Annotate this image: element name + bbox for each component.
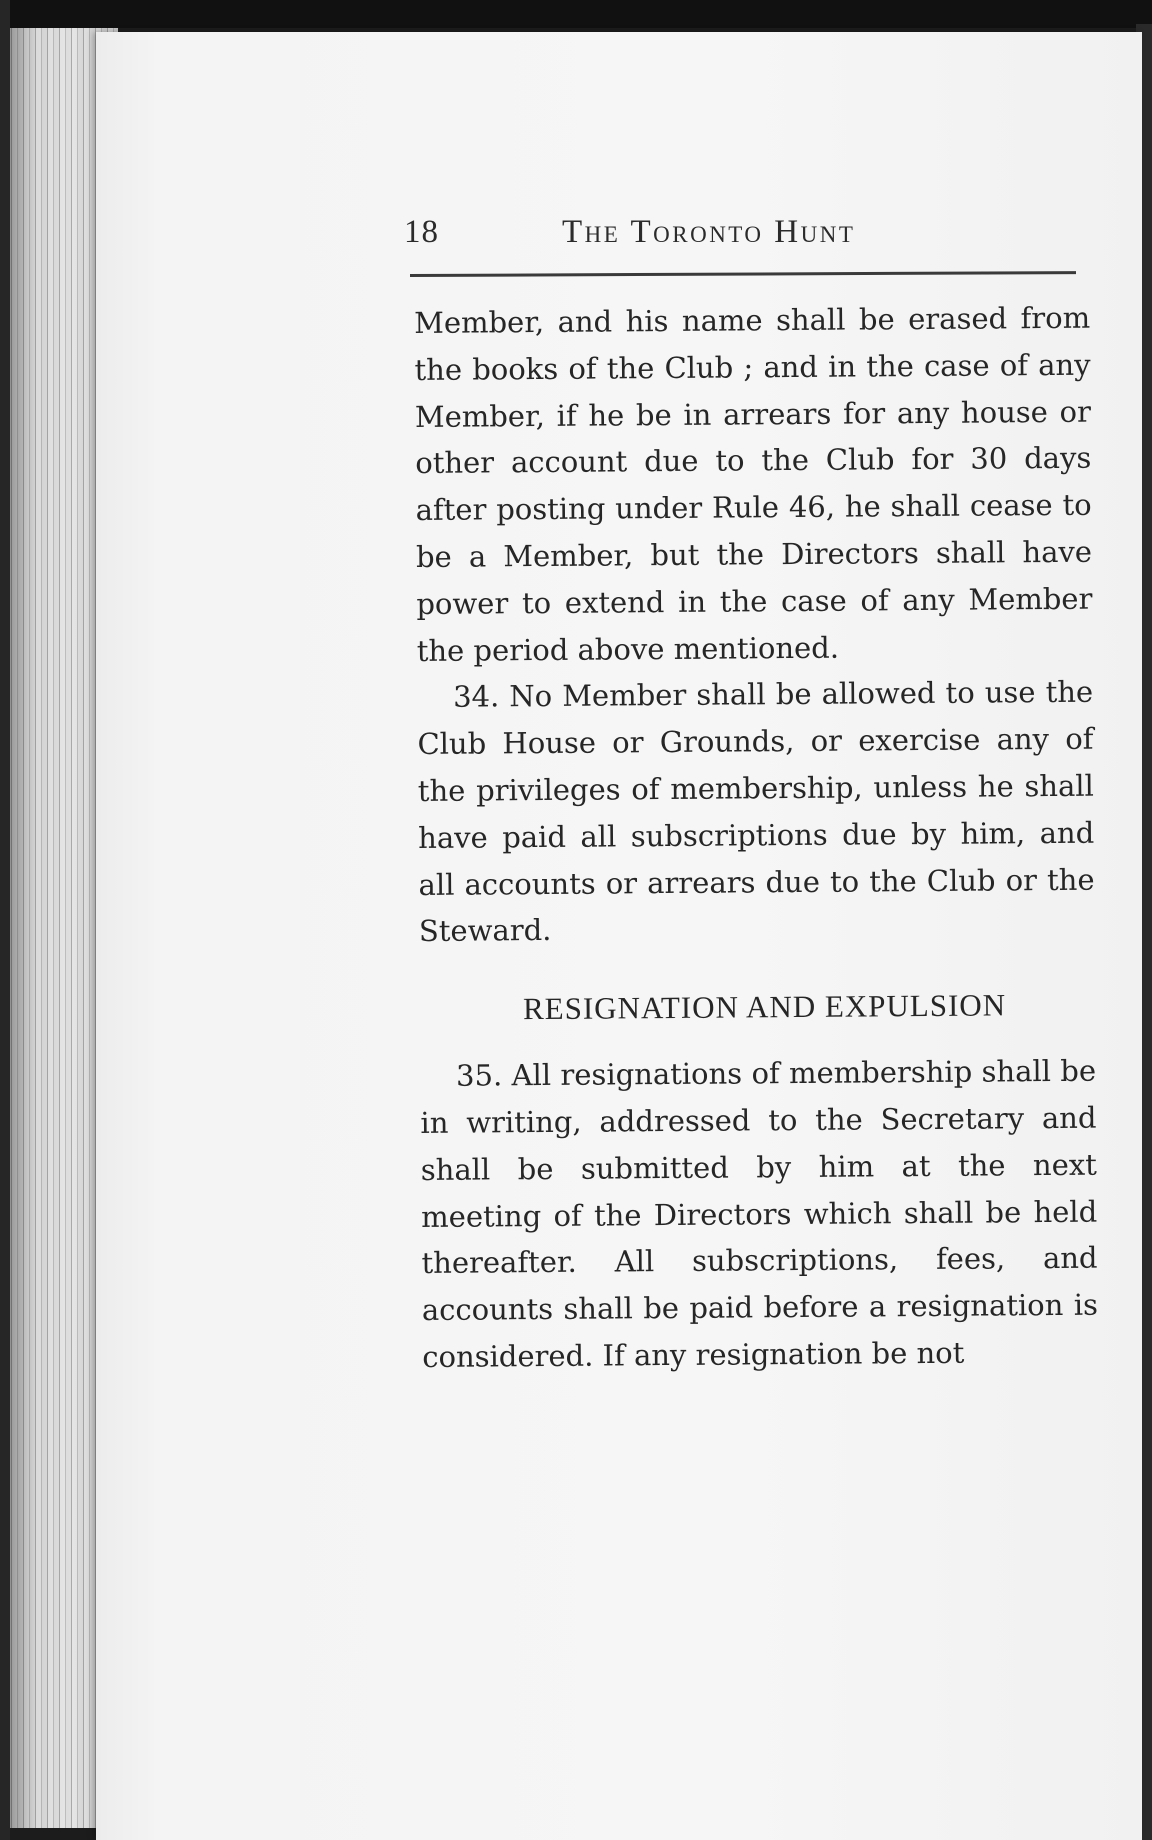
page-number: 18	[404, 214, 439, 250]
rule-35-paragraph	[420, 1048, 1099, 1381]
rule-35-number: 35.	[455, 1058, 503, 1093]
book-spine-shadow	[0, 0, 10, 1840]
rule-34-text: No Member shall be allowed to use the Club House or Grounds, or exercise any of the privileges of membership, unless he shall have paid all subscriptions due by him, and all accounts or arrears due to the Club or the Steward.	[417, 675, 1095, 949]
rule-35-text: All resignations of membership shall be in writing, addressed to the Secretary and shall be submitted by him at the next meeting of the Directors which shall be held thereafter. All subscriptions, fees, and accounts shall be paid before a resignation is considered. If any resignation be not	[420, 1053, 1099, 1374]
page-body	[414, 295, 1098, 1381]
running-head	[404, 210, 1076, 270]
continued-paragraph: Member, and his name shall be erased from the books of the Club ; and in the case of any Member, if he be in arrears for any house or other account due to the Club for 30 days after posting under Rule 46, he shall cease to be a Member, but the Directors shall have power to extend in the case of any Member the period above mentioned.	[414, 300, 1093, 668]
rule-34-number: 34.	[452, 679, 500, 715]
scan-background-top	[0, 0, 1152, 28]
section-heading: RESIGNATION AND EXPULSION	[522, 987, 1007, 1027]
book-title: The Toronto Hunt	[562, 214, 856, 250]
rule-34-paragraph	[417, 669, 1095, 955]
